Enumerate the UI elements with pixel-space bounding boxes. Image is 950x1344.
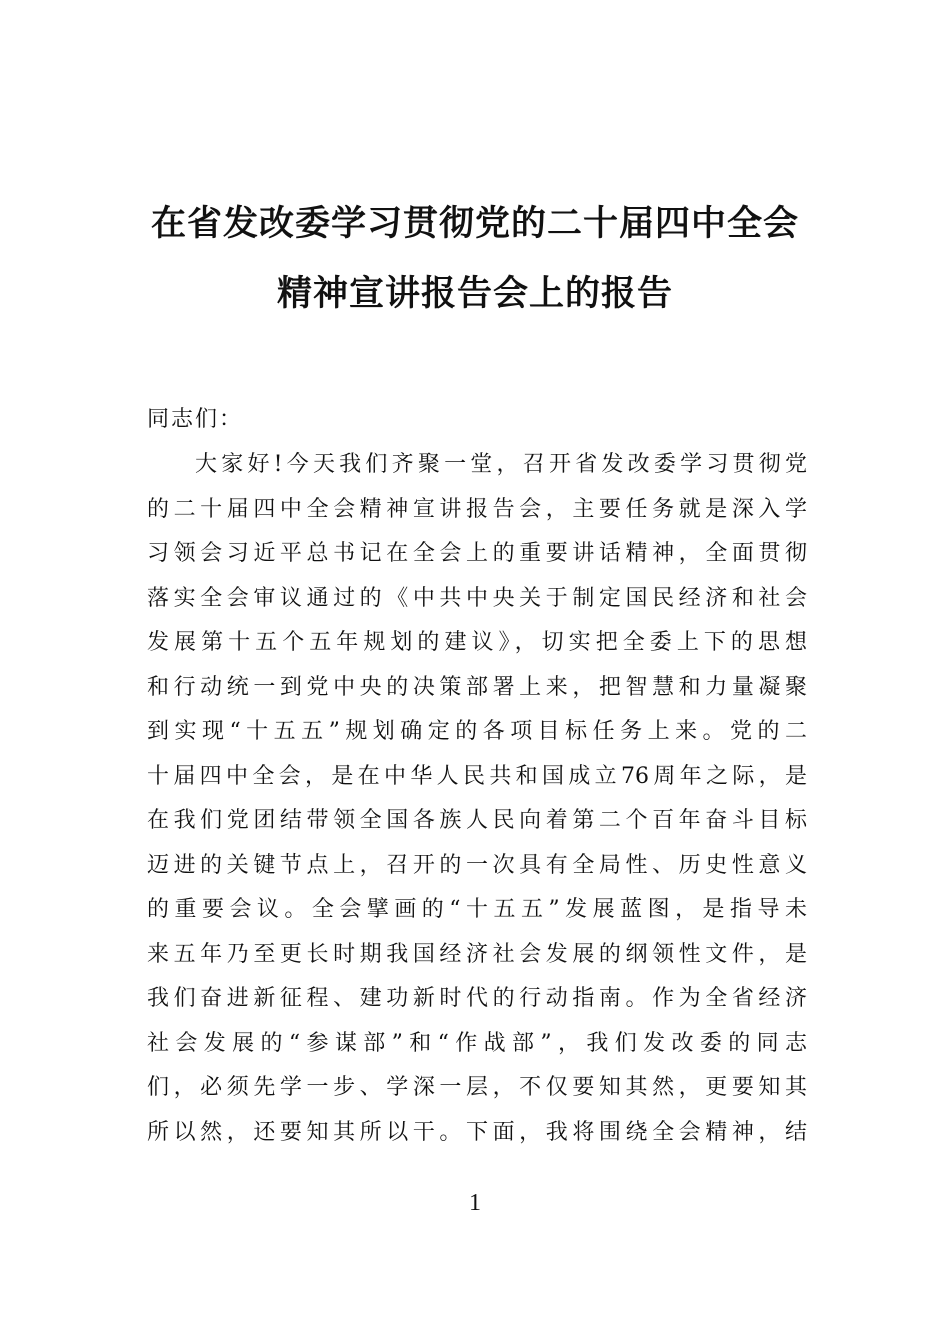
body-line: 和行动统一到党中央的决策部署上来，把智慧和力量凝聚: [147, 674, 807, 700]
body-line: 所以然，还要知其所以干。下面，我将围绕全会精神，结: [147, 1119, 807, 1145]
document-title-line-1: 在省发改委学习贯彻党的二十届四中全会: [150, 204, 799, 244]
document-title-line-2: 精神宣讲报告会上的报告: [276, 274, 673, 314]
body-line: 我们奋进新征程、建功新时代的行动指南。作为全省经济: [147, 986, 807, 1011]
salutation: 同志们：: [147, 407, 244, 432]
body-line: 在我们党团结带领全国各族人民向着第二个百年奋斗目标: [147, 808, 807, 833]
body-line: 落实全会审议通过的《中共中央关于制定国民经济和社会: [147, 585, 807, 611]
body-line: 的二十届四中全会精神宣讲报告会，主要任务就是深入学: [147, 496, 807, 522]
body-line: 十届四中全会，是在中华人民共和国成立76周年之际，是: [147, 763, 807, 789]
body-line: 迈进的关键节点上，召开的一次具有全局性、历史性意义: [147, 852, 807, 878]
body-line: 的重要会议。全会擘画的“十五五”发展蓝图，是指导未: [147, 897, 807, 922]
body-line: 发展第十五个五年规划的建议》，切实把全委上下的思想: [147, 630, 807, 655]
body-line: 们，必须先学一步、学深一层，不仅要知其然，更要知其: [147, 1075, 807, 1100]
body-paragraph: [147, 443, 807, 1155]
body-line: 社会发展的“参谋部”和“作战部”，我们发改委的同志: [147, 1030, 807, 1056]
body-line: 习领会习近平总书记在全会上的重要讲话精神，全面贯彻: [147, 541, 807, 566]
body-line: 来五年乃至更长时期我国经济社会发展的纲领性文件，是: [147, 941, 807, 967]
body-line: 到实现“十五五”规划确定的各项目标任务上来。党的二: [147, 719, 807, 744]
page-number: 1: [469, 1190, 481, 1216]
body-line: 大家好!今天我们齐聚一堂，召开省发改委学习贯彻党: [195, 452, 807, 477]
